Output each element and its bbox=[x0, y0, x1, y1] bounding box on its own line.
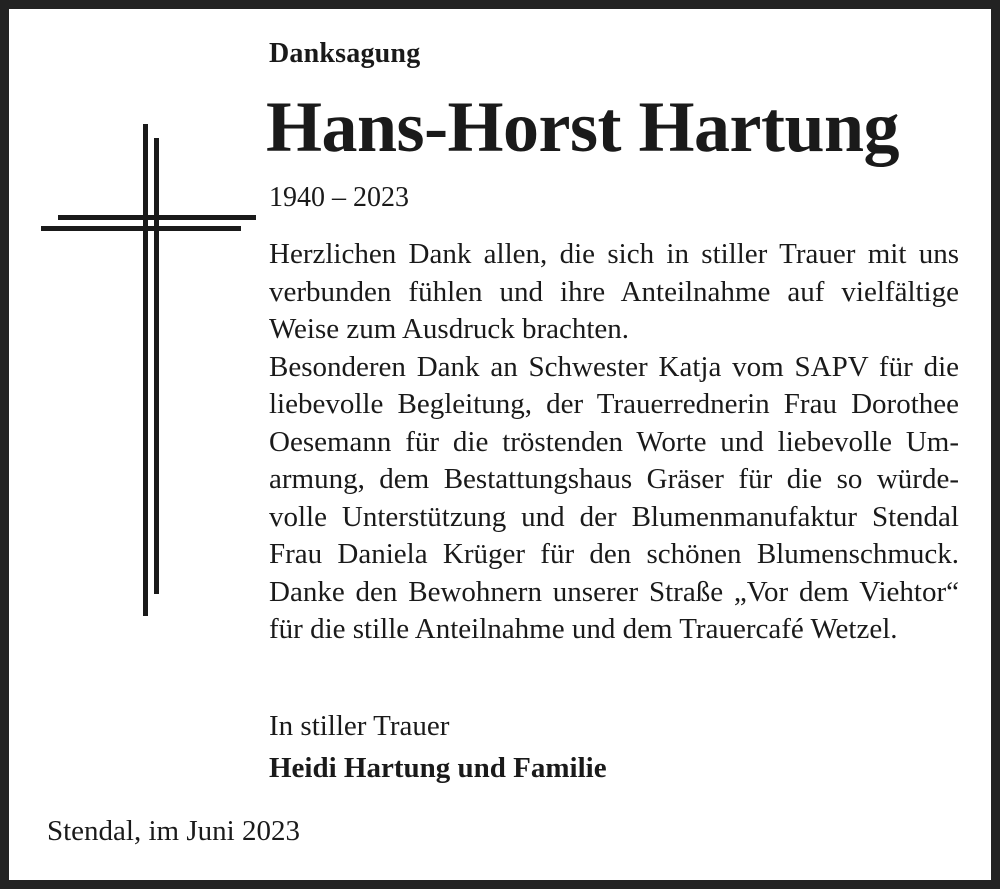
double-line-cross-icon bbox=[38, 124, 260, 616]
text-line: Oesemann für die tröstenden Worte und liebevolle Um- bbox=[269, 425, 959, 458]
text-line: verbunden fühlen und ihre Anteilnahme auf vielfältige bbox=[269, 275, 959, 308]
text-line: Besonderen Dank an Schwester Katja vom SAPV für die bbox=[269, 350, 959, 383]
life-dates: 1940 – 2023 bbox=[269, 182, 409, 213]
notice-heading: Danksagung bbox=[269, 38, 421, 69]
text-line: für die stille Anteilnahme und dem Trauercafé Wetzel. bbox=[269, 613, 898, 645]
deceased-name: Hans-Horst Hartung bbox=[266, 87, 900, 167]
closing-block bbox=[269, 705, 607, 789]
text-line: volle Unterstützung und der Blumenmanufaktur Stendal bbox=[269, 500, 959, 533]
closing-phrase: In stiller Trauer bbox=[269, 710, 450, 742]
text-line: liebevolle Begleitung, der Trauerrednerin Frau Dorothee bbox=[269, 388, 959, 420]
text-line: Weise zum Ausdruck brachten. bbox=[269, 313, 630, 345]
text-line: Frau Daniela Krüger für den schönen Blumenschmuck. bbox=[269, 538, 959, 570]
text-line: Herzlichen Dank allen, die sich in stiller Trauer mit uns bbox=[269, 238, 959, 270]
signatories: Heidi Hartung und Familie bbox=[269, 752, 607, 784]
text-line: Danke den Bewohnern unserer Straße „Vor dem Viehtor“ bbox=[269, 575, 959, 608]
text-line: armung, dem Bestattungshaus Gräser für die so würde- bbox=[269, 463, 959, 495]
place-date: Stendal, im Juni 2023 bbox=[47, 815, 300, 847]
thank-you-text bbox=[269, 236, 959, 649]
